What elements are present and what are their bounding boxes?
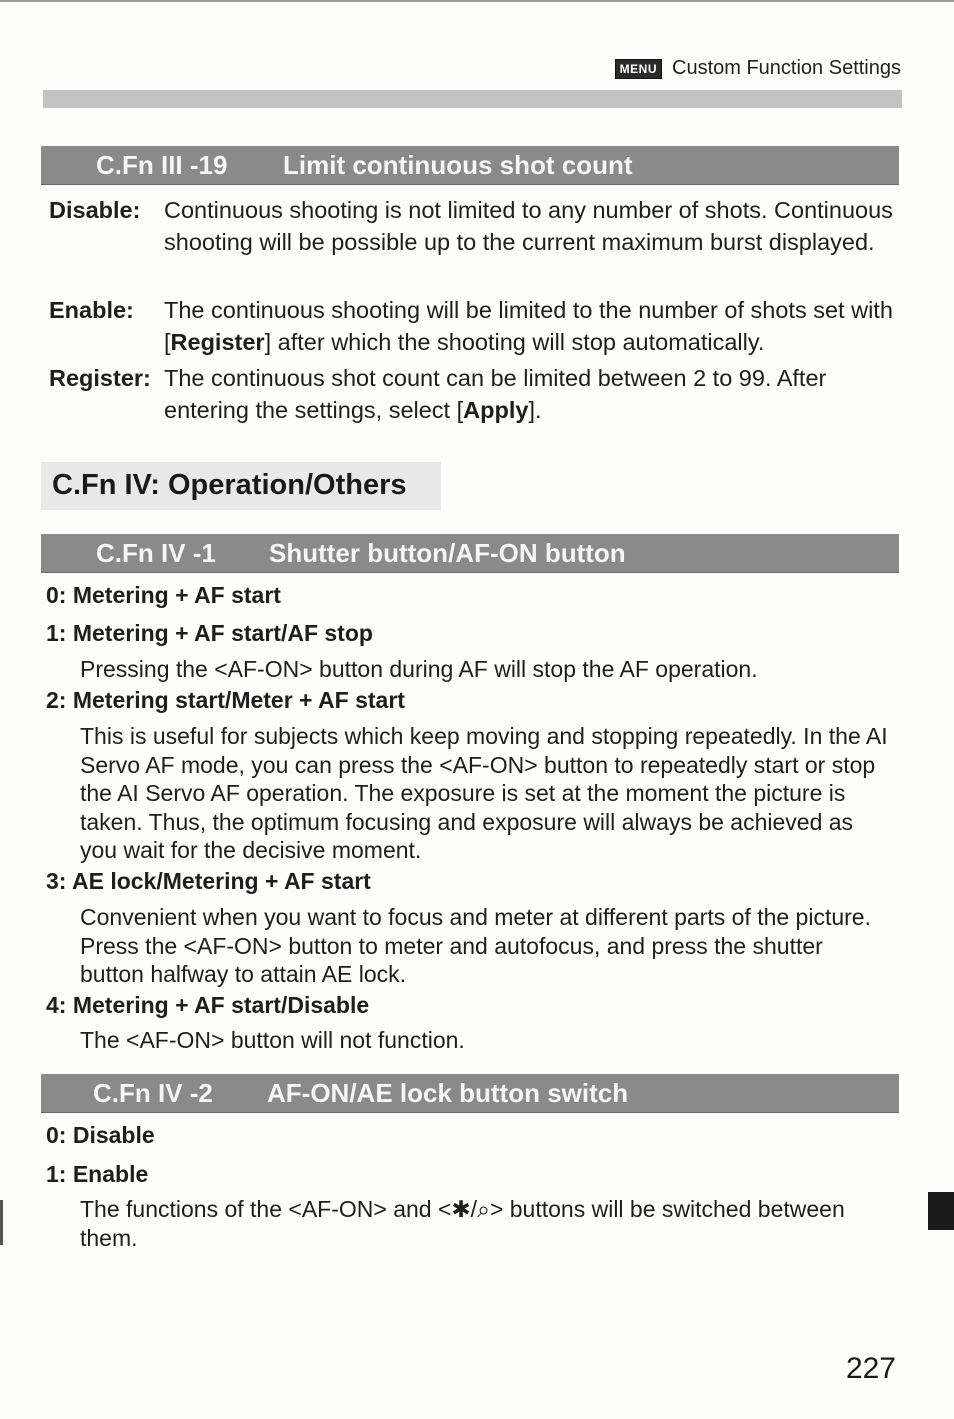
option-0: 0: Metering + AF start	[46, 582, 281, 608]
definition-text	[164, 294, 899, 358]
definition-term: Enable:	[49, 297, 134, 323]
option-4-description: The <AF-ON> button will not function.	[80, 1027, 465, 1053]
group-heading	[41, 462, 441, 510]
chapter-edge-tab	[928, 1192, 954, 1230]
option-4: 4: Metering + AF start/Disable	[46, 992, 370, 1018]
bold-term: Register	[170, 329, 265, 355]
definition-disable	[49, 194, 899, 258]
section-title: Limit continuous shot count	[283, 150, 633, 180]
section-title: AF-ON/AE lock button switch	[267, 1078, 629, 1108]
text-run: The continuous shot count can be limited between 2 to 99. After entering the settings, select [	[164, 365, 827, 423]
definition-term: Disable:	[49, 197, 141, 223]
text-run: ].	[528, 397, 542, 423]
group-heading-text: C.Fn IV: Operation/Others	[52, 469, 407, 501]
definition-text: Continuous shooting is not limited to any number of shots. Continuous shooting will be possible up to the current maximum burst displayed.	[164, 197, 893, 255]
menu-icon: MENU	[615, 59, 662, 79]
section-bar-cfn-iv-2	[41, 1074, 899, 1113]
page-number: 227	[845, 1352, 896, 1385]
header-title: Custom Function Settings	[672, 57, 901, 79]
bold-term: Apply	[463, 397, 529, 423]
text-run: ] after which the shooting will stop automatically.	[264, 329, 765, 355]
section-code: C.Fn IV -1	[96, 538, 216, 568]
section-title: Shutter button/AF-ON button	[269, 538, 626, 568]
top-border	[0, 0, 954, 2]
definition-register	[49, 362, 899, 426]
scan-edge-mark	[0, 1200, 3, 1245]
section-code: C.Fn III -19	[96, 150, 228, 180]
definition-text	[164, 362, 899, 426]
option-2-description: This is useful for subjects which keep moving and stopping repeatedly. In the AI Servo AF mode, you can press the <AF-ON> button to repeatedly start or stop the AI Servo AF operation. The exposure is set at the moment the picture is taken. Thus, the optimum focusing and exposure will always be achieved as you wait for the decisive moment.	[80, 723, 888, 863]
running-header	[615, 57, 901, 80]
option-1: 1: Enable	[46, 1161, 149, 1187]
text-run: The continuous shooting will be limited to the number of shots set with [	[164, 297, 893, 355]
option-2: 2: Metering start/Meter + AF start	[46, 687, 405, 713]
option-1-description: Pressing the <AF-ON> button during AF will stop the AF operation.	[80, 656, 758, 682]
option-0: 0: Disable	[46, 1122, 155, 1148]
option-3: 3: AE lock/Metering + AF start	[46, 868, 371, 894]
option-1-description: The functions of the <AF-ON> and <✱/⌕> buttons will be switched between them.	[80, 1196, 845, 1251]
header-rule	[43, 90, 902, 108]
definition-enable	[49, 294, 899, 358]
section-bar-cfn-iv-1	[41, 534, 899, 573]
section-bar-cfn-iii-19	[41, 146, 899, 185]
section-code: C.Fn IV -2	[93, 1078, 213, 1108]
definition-term: Register:	[49, 365, 151, 391]
option-3-description: Convenient when you want to focus and meter at different parts of the picture. Press the <AF-ON> button to meter and autofocus, and press the shutter button halfway to attain AE lock.	[80, 904, 871, 987]
option-1: 1: Metering + AF start/AF stop	[46, 620, 373, 646]
